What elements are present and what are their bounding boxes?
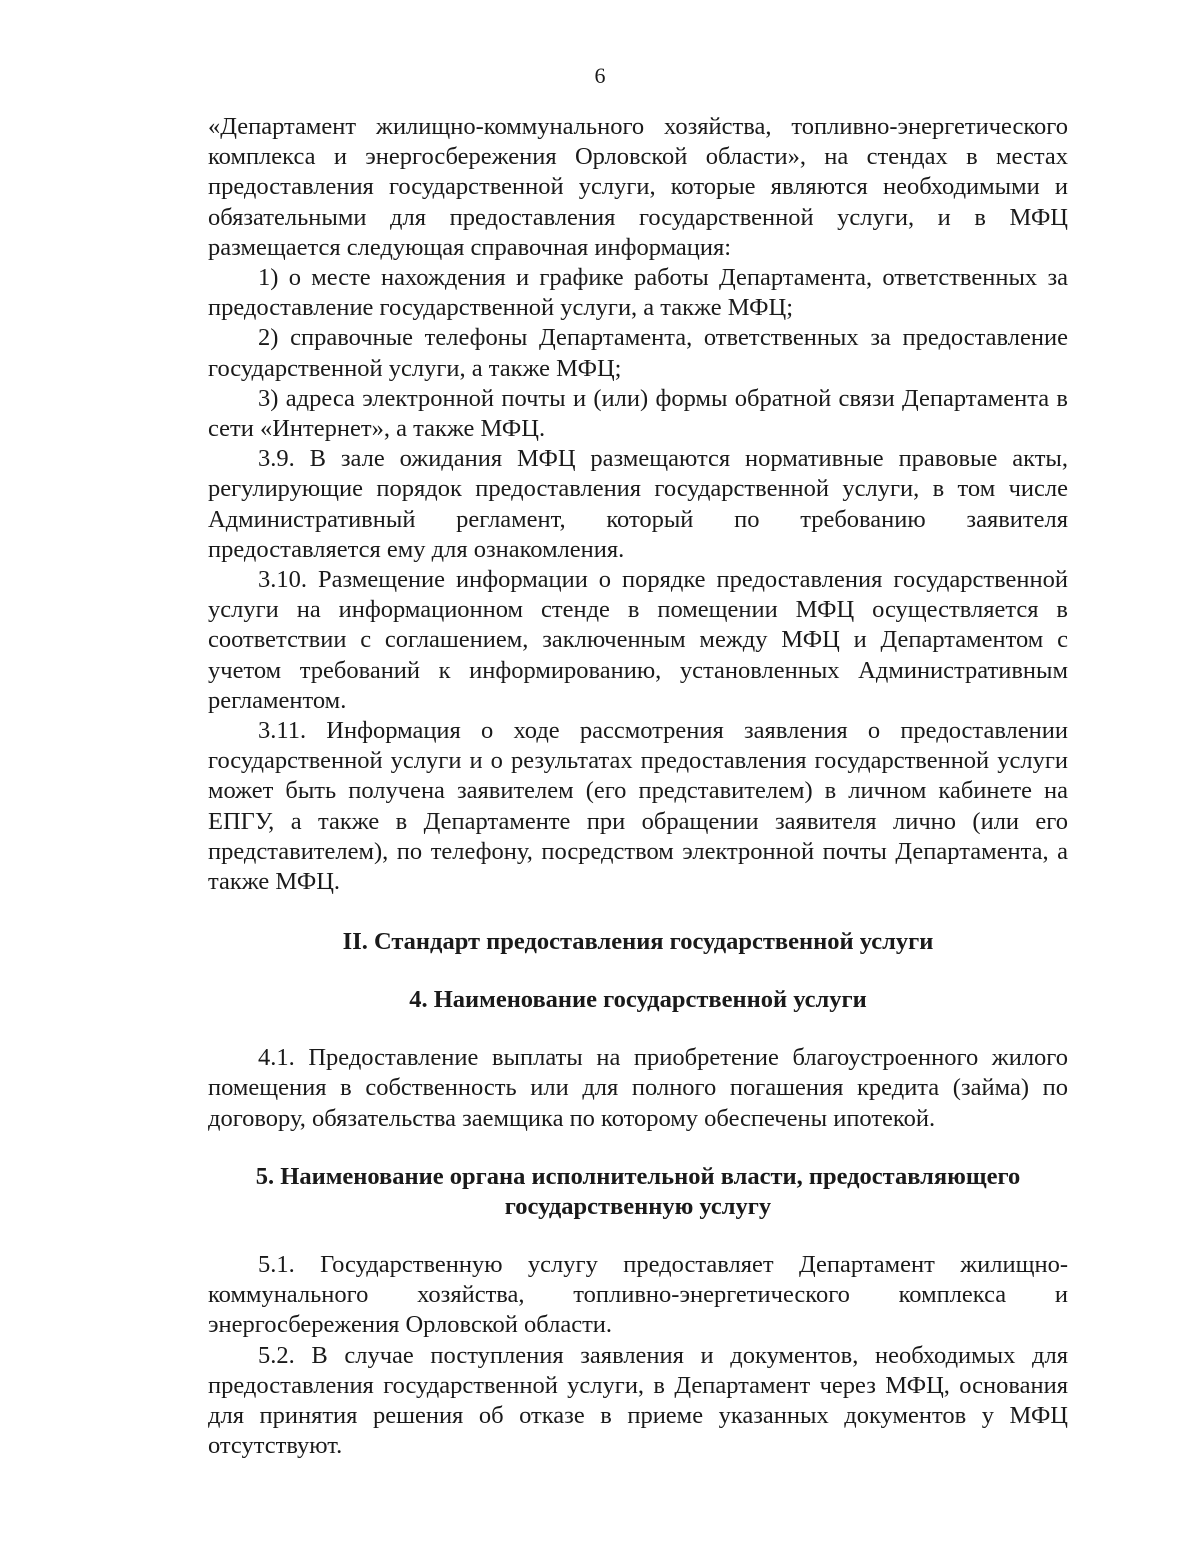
paragraph-3-9: 3.9. В зале ожидания МФЦ размещаются нормативные правовые акты, регулирующие порядок предоставления государственной услуги, в том числе Административный регламент, который по требованию заявителя предоставляется ему для ознакомления. xyxy=(208,445,1068,563)
page-number: 6 xyxy=(594,63,606,88)
subsection-heading-4: 4. Наименование государственной услуги xyxy=(409,986,867,1014)
paragraph-item-3: 3) адреса электронной почты и (или) формы обратной связи Департамента в сети «Интернет», а также МФЦ. xyxy=(208,384,1068,443)
subsection-heading-5 xyxy=(208,1162,1068,1222)
paragraph-3-11: 3.11. Информация о ходе рассмотрения заявления о предоставлении государственной услуги и о результатах предоставления государственной услуги может быть получена заявителем (его представителем) в личном кабинете на ЕПГУ, а также в Департаменте при обращении заявителя лично (или его представителем), по телефону, посредством электронной почты Департамента, а также МФЦ. xyxy=(208,717,1068,896)
subsection-heading-5-line1: 5. Наименование органа исполнительной власти, предоставляющего xyxy=(255,1162,1021,1190)
paragraph-3-10: 3.10. Размещение информации о порядке предоставления государственной услуги на информационном стенде в помещении МФЦ осуществляется в соответствии с соглашением, заключенным между МФЦ и Департаментом с учетом требований к информированию, установленных Административным регламентом. xyxy=(208,566,1068,714)
paragraph-5-1: 5.1. Государственную услугу предоставляет Департамент жилищно-коммунального хозяйства, топливно-энергетического комплекса и энергосбережения Орловской области. xyxy=(208,1250,1068,1339)
subsection-heading-5-line2: государственную услугу xyxy=(504,1192,772,1220)
paragraph-4-1: 4.1. Предоставление выплаты на приобретение благоустроенного жилого помещения в собственность или для полного погашения кредита (займа) по договору, обязательства заемщика по которому обеспечены ипотекой. xyxy=(208,1044,1068,1132)
paragraph-item-2: 2) справочные телефоны Департамента, ответственных за предоставление государственной услуги, а также МФЦ; xyxy=(208,324,1068,382)
paragraph-5-2: 5.2. В случае поступления заявления и документов, необходимых для предоставления государственной услуги, в Департамент через МФЦ, основания для принятия решения об отказе в приеме указанных документов у МФЦ отсутствуют. xyxy=(208,1341,1068,1460)
section-heading-2: II. Стандарт предоставления государственной услуги xyxy=(342,928,934,956)
paragraph-intro: «Департамент жилищно-коммунального хозяйства, топливно-энергетического комплекса и энергосбережения Орловской области», на стендах в местах предоставления государственной услуги, которые являются необходимыми и обязательными для предоставления государственной услуги, и в МФЦ размещается следующая справочная информация: xyxy=(208,113,1068,261)
paragraph-item-1: 1) о месте нахождения и графике работы Департамента, ответственных за предоставление государственной услуги, а также МФЦ; xyxy=(208,264,1068,322)
document-body xyxy=(208,112,1068,1461)
